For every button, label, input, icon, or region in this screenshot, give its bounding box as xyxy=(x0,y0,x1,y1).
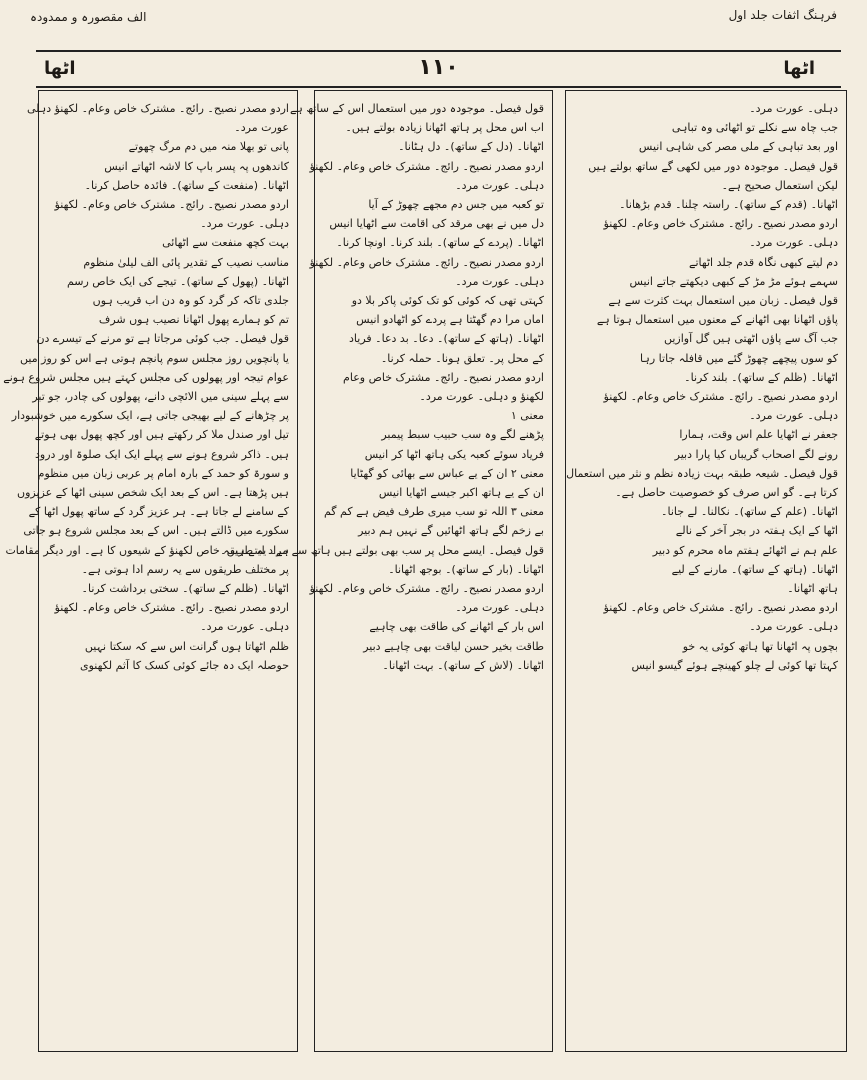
text-line: اٹھانا۔ (ہاتھ کے ساتھ)۔ مارنے کے لیے xyxy=(671,562,838,576)
text-line: طاقت بخیر حسن لیاقت بھی چاہیے دبیر xyxy=(363,639,544,653)
text-line: پر مختلف طریقوں سے یہ رسم ادا ہوتی ہے۔ xyxy=(81,562,289,576)
text-line: اٹھانا۔ (ظلم کے ساتھ)۔ بلند کرنا۔ xyxy=(684,370,838,384)
text-line: مناسب نصیب کے تقدیر پائی الف لیلیٰ منظوم xyxy=(83,255,289,269)
text-line: ہیں۔ ذاکر شروع ہونے سے پہلے ایک ایک صلوۃ اور درود xyxy=(35,447,289,461)
header-word-right: اٹھا xyxy=(783,58,815,79)
text-line: اردو مصدر نصیح۔ رائج۔ مشترک خاص وعام۔ لکھنؤ xyxy=(309,255,544,269)
text-line: اٹھانا۔ (علم کے ساتھ)۔ نکالنا۔ لے جانا۔ xyxy=(661,505,838,519)
text-line: بے زخم لگے ہاتھ اٹھائیں گے نہیں ہم دبیر xyxy=(358,524,544,538)
text-line: دہلی۔ عورت مرد۔ xyxy=(455,274,544,288)
text-line: پڑھنے لگے وہ سب حبیب سبط پیمبر xyxy=(381,428,544,442)
text-line: کہتی تھی کہ کوئی کو تک کوئی پاکر بلا دو xyxy=(351,294,544,308)
text-line: رونے لگے اصحاب گریباں کیا پارا دبیر xyxy=(674,447,838,461)
text-line: اردو مصدر نصیح۔ رائج۔ مشترک خاص وعام۔ لکھنؤ دہلی xyxy=(26,102,289,115)
text-line: دل میں نے بھی مرقد کی اقامت سے اٹھایا انیس xyxy=(329,217,544,231)
text-line: کے محل پر۔ تعلق ہونا۔ حملہ کرنا۔ xyxy=(380,351,544,365)
text-line: لیکن استعمال صحیح ہے۔ xyxy=(721,178,838,192)
text-line: کے سامنے لے جاتا ہے۔ ہر عزیز گرد کے ساتھ پھول اٹھا کے xyxy=(28,505,289,519)
text-line: اٹھانا۔ (لاش کے ساتھ)۔ بہت اٹھانا۔ xyxy=(382,658,544,672)
text-line: فریاد سوئے کعبہ یکی ہاتھ اٹھا کر انیس xyxy=(364,447,544,461)
header-band xyxy=(36,50,841,88)
text-line: دہلی۔ عورت مرد۔ xyxy=(749,102,838,115)
text-line: اٹھانا۔ (ظلم کے ساتھ)۔ سختی برداشت کرنا۔ xyxy=(81,582,289,596)
running-head xyxy=(30,6,837,36)
page-number: ١١٠ xyxy=(418,55,459,80)
text-line: اردو مصدر نصیح۔ رائج۔ مشترک خاص وعام۔ لکھنؤ xyxy=(54,198,289,212)
text-line: اردو مصدر نصیح۔ رائج۔ مشترک خاص وعام۔ لکھنؤ xyxy=(309,582,544,596)
text-line: دہلی۔ عورت مرد۔ xyxy=(200,217,289,231)
text-line: دہلی۔ عورت مرد۔ xyxy=(455,178,544,192)
text-line: اٹھانا۔ (پھول کے ساتھ)۔ تیجے کی ایک خاص رسم xyxy=(66,274,289,288)
column-left xyxy=(3,90,298,1052)
text-line: اردو مصدر نصیح۔ رائج۔ مشترک خاص وعام۔ لکھنؤ xyxy=(603,390,838,404)
text-line: معنی ٣ اللہ تو سب میری طرف فیض ہے کم گم xyxy=(323,505,544,519)
text-line: اٹھانا۔ (بار کے ساتھ)۔ بوجھ اٹھانا۔ xyxy=(388,562,544,576)
text-line: اور بعد تباہی کے ملی مصر کی شاہی انیس xyxy=(638,140,838,154)
text-line: کو سوں پیچھے چھوڑ گئے میں قافلہ جاتا رہا xyxy=(640,351,838,365)
text-line: اٹھانا۔ (ہاتھ کے ساتھ)۔ دعا۔ بد دعا۔ فریاد xyxy=(349,332,544,346)
text-line: اٹھا کے ایک ہفتہ در بجر آخر کے نالے xyxy=(675,524,838,538)
text-line: سے پہلے سینی میں الائچی دانے، پھولوں کی چادر، جو تبر xyxy=(32,390,289,404)
text-line: قول فیصل۔ شیعہ طبقہ بہت زیادہ نظم و نثر میں استعمال xyxy=(566,466,838,480)
text-line: پر چڑھانے کے لیے بھیجی جاتی ہے، ایک سکورے میں خوشبودار xyxy=(11,409,289,423)
text-line: اماں مرا دم گھٹتا ہے پردے کو اٹھادو انیس xyxy=(356,313,544,327)
text-line: تیل اور صندل ملا کر رکھتے ہیں اور کچھ پھول بھی ہوتے xyxy=(34,428,289,442)
text-line: عورت مرد۔ xyxy=(234,121,289,135)
running-head-left: الف مقصورہ و ممدودہ xyxy=(30,10,147,24)
text-line: اب اس محل پر ہاتھ اٹھانا زیادہ بولتے ہیں۔ xyxy=(345,121,544,135)
text-line: قول فیصل۔ موجودہ دور میں استعمال اس کے ساتھ ہے xyxy=(289,102,544,115)
text-line: یا پانچویں روز مجلس سوم پانچم ہوتی ہے اس کو روز میں xyxy=(20,351,289,365)
text-line: اٹھانا۔ (پردے کے ساتھ)۔ بلند کرنا۔ اونچا کرنا۔ xyxy=(336,236,544,250)
text-line: قول فیصل۔ جب کوئی مرجاتا ہے تو مرنے کے تیسرے دن xyxy=(36,332,289,346)
text-line: بچوں پہ اٹھانا تھا ہاتھ کوئی یہ خو xyxy=(682,639,838,653)
text-line: پاؤں اٹھانا بھی اٹھانے کے معنوں میں استعمال ہوتا ہے xyxy=(596,313,838,327)
text-line: کرتا ہے۔ گو اس صرف کو خصوصیت حاصل ہے۔ xyxy=(615,486,838,500)
text-line: جلدی تاکہ کر گرد کو وہ دن اب قریب ہوں xyxy=(92,294,289,308)
text-line: ان کے یے ہاتھ اکبر جیسے اٹھایا انیس xyxy=(378,486,544,500)
text-line: و سورۃ کو حمد کے بارہ امام پر عربی زبان میں منظوم xyxy=(37,466,289,480)
running-head-right: فرہنگ اثفات جلد اول xyxy=(728,8,837,22)
text-line: لکھنؤ و دہلی۔ عورت مرد۔ xyxy=(419,390,544,404)
text-line: علم ہم نے اٹھائے ہفتم ماہ محرم کو دبیر xyxy=(652,543,838,557)
text-line: جب چاہ سے نکلے تو اٹھائی وہ تباہی xyxy=(671,121,838,135)
text-line: اٹھانا۔ (دل کے ساتھ)۔ دل ہٹانا۔ xyxy=(398,140,544,154)
text-line: ہیں پڑھتا ہے۔ اس کے بعد ایک شخص سینی اٹھا کے عزیزوں xyxy=(16,486,289,500)
text-line: عوام تیجہ اور پھولوں کی مجلس کہتے ہیں مجلس شروع ہونے xyxy=(3,370,289,384)
text-line: جعفر نے اٹھایا علم اس وقت، ہمارا xyxy=(679,428,838,442)
text-line: معنی ١ xyxy=(510,409,544,423)
text-line: قول فیصل۔ ایسے محل پر سب بھی بولتے ہیں ہاتھ سے مراد لیتے ہیں۔ xyxy=(220,543,544,557)
text-line: ہاتھ اٹھانا۔ xyxy=(787,582,838,596)
text-line: اٹھانا۔ (قدم کے ساتھ)۔ راستہ چلنا۔ قدم بڑھانا۔ xyxy=(619,198,838,212)
text-line: اردو مصدر نصیح۔ رائج۔ مشترک خاص وعام xyxy=(343,370,544,384)
text-line: اردو مصدر نصیح۔ رائج۔ مشترک خاص وعام۔ لکھنؤ xyxy=(309,159,544,173)
text-line: دہلی۔ عورت مرد۔ xyxy=(749,409,838,423)
text-line: سہمے ہوئے مڑ مڑ کے کبھی دیکھتے جاتے انیس xyxy=(629,274,838,288)
text-line: دم لیتے کبھی نگاہ قدم جلد اٹھاتے xyxy=(689,255,838,269)
text-line: ہے۔ یہ طریقہ خاص لکھنؤ کے شیعوں کا ہے۔ اور دیگر مقامات xyxy=(5,543,289,557)
text-line: کاندھوں پہ پسر باپ کا لاشہ اٹھاتے انیس xyxy=(104,159,289,173)
text-line: پانی تو بھلا منہ میں دم مرگ چھوتے xyxy=(128,140,289,154)
text-line: بہت کچھ منفعت سے اٹھائی xyxy=(162,236,289,250)
text-line: سکورے میں ڈالتے ہیں۔ اس کے بعد مجلس شروع ہو جاتی xyxy=(23,524,289,538)
text-line: دہلی۔ عورت مرد۔ xyxy=(200,620,289,634)
text-line: اردو مصدر نصیح۔ رائج۔ مشترک خاص وعام۔ لکھنؤ xyxy=(54,601,289,615)
text-line: قول فیصل۔ زبان میں استعمال بہت کثرت سے ہے xyxy=(608,294,838,308)
text-line: حوصلہ ایک دہ جائے کوئی کسک کا آثم لکھنوی xyxy=(79,658,289,672)
text-line: جب آگ سے پاؤں اٹھتی ہیں گل آوازیں xyxy=(664,332,838,346)
header-word-left: اٹھا xyxy=(44,58,76,79)
text-line: اس بار کے اٹھانے کی طاقت بھی چاہیے xyxy=(369,620,544,634)
text-line: ظلم اٹھاتا ہوں گرانت اس سے کہ سکتا نہیں xyxy=(84,639,289,653)
text-line: دہلی۔ عورت مرد۔ xyxy=(455,601,544,615)
text-line: دہلی۔ عورت مرد۔ xyxy=(749,236,838,250)
text-line: معنی ٢ ان کے یے عباس سے بھائی کو گھٹایا xyxy=(350,466,544,480)
text-line: تم کو ہمارے پھول اٹھانا نصیب ہوں شرف xyxy=(98,313,289,327)
text-line: اردو مصدر نصیح۔ رائج۔ مشترک خاص وعام۔ لکھنؤ xyxy=(603,601,838,615)
text-line: تو کعبہ میں جس دم مجھے چھوڑ کے آیا xyxy=(368,198,544,212)
text-line: اٹھانا۔ (منفعت کے ساتھ)۔ فائدہ حاصل کرنا۔ xyxy=(84,178,289,192)
text-line: دہلی۔ عورت مرد۔ xyxy=(749,620,838,634)
text-line: اردو مصدر نصیح۔ رائج۔ مشترک خاص وعام۔ لکھنؤ xyxy=(603,217,838,231)
column-right xyxy=(565,90,847,1052)
text-line: قول فیصل۔ موجودہ دور میں لکھی گے ساتھ بولتے ہیں xyxy=(588,159,838,173)
text-line: کہتا تھا کوئی لے چلو کھینچے ہوئے گیسو انیس xyxy=(631,658,838,672)
